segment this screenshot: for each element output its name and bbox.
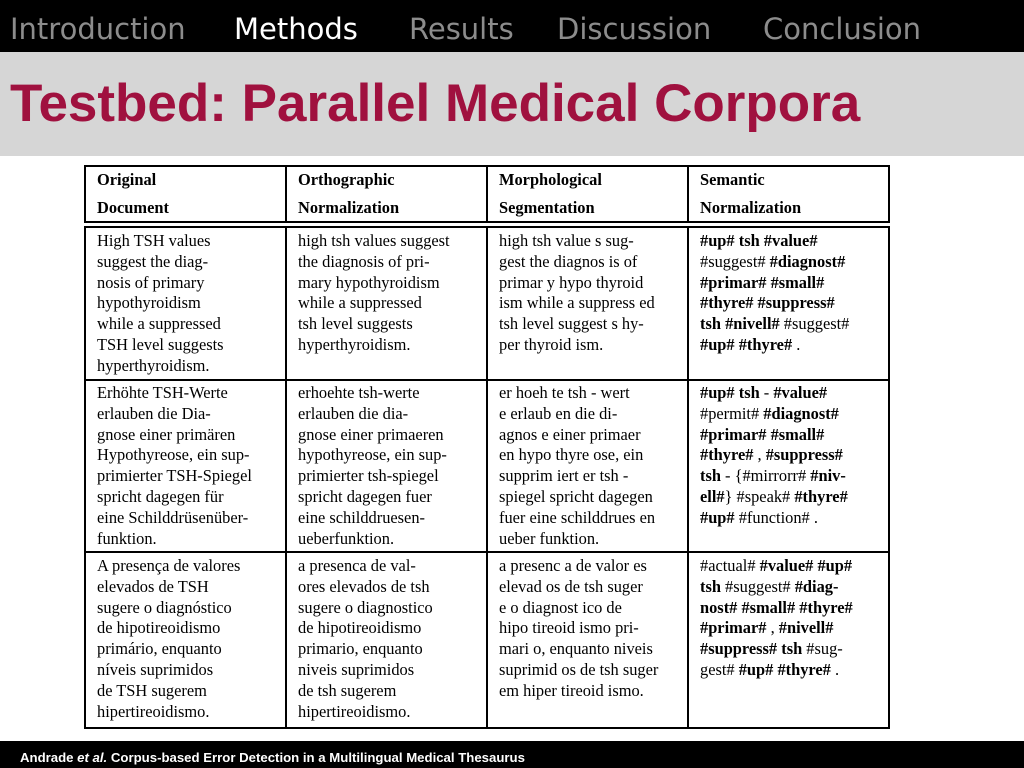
nav-discussion[interactable]: Discussion bbox=[557, 12, 712, 46]
table-rule bbox=[687, 165, 689, 222]
table-rule bbox=[84, 165, 86, 222]
table-cell: #up# tsh - #value# #permit# #diagnost# #primar# #small# #thyre# , #suppress# tsh - {#mirrorr# #niv- ell#} #speak# #thyre# #up# #function# . bbox=[700, 383, 848, 527]
footer-bar bbox=[0, 741, 1024, 768]
table-cell: high tsh value s sug- gest the diagnos is of primar y hypo thyroid ism while a suppress ed tsh level suggest s hy- per thyroid ism. bbox=[499, 231, 655, 354]
table-cell: a presenc a de valor es elevad os de tsh suger e o diagnost ico de hipo tireoid ismo pri- mari o, enquanto niveis suprimid os de tsh suger em hiper tireoid ismo. bbox=[499, 556, 659, 700]
table-rule bbox=[486, 165, 488, 222]
table-rule bbox=[84, 226, 86, 728]
table-rule bbox=[285, 165, 287, 222]
slide-title: Testbed: Parallel Medical Corpora bbox=[10, 74, 861, 133]
table-cell: erhoehte tsh-werte erlauben die dia- gnose einer primaeren hypothyreose, ein sup- primierter tsh-spiegel spricht dagegen fuer eine schilddruesen- ueberfunktion. bbox=[298, 383, 447, 548]
table-cell: Erhöhte TSH-Werte erlauben die Dia- gnose einer primären Hypothyreose, ein sup- primierter TSH-Spiegel spricht dagegen für eine Schilddrüsenüber- funktion. bbox=[97, 383, 252, 548]
column-header: Semantic Normalization bbox=[700, 170, 802, 217]
table-rule bbox=[285, 226, 287, 728]
table-cell: A presença de valores elevados de TSH sugere o diagnóstico de hipotireoidismo primário, enquanto níveis suprimidos de TSH sugerem hipertireoidismo. bbox=[97, 556, 241, 721]
table-rule bbox=[888, 226, 890, 728]
table-cell: high tsh values suggest the diagnosis of pri- mary hypothyroidism while a suppressed tsh level suggests hyperthyroidism. bbox=[298, 231, 450, 354]
citation-author: Andrade bbox=[20, 750, 74, 765]
citation bbox=[20, 749, 525, 767]
nav-conclusion[interactable]: Conclusion bbox=[763, 12, 922, 46]
citation-etal: et al. bbox=[77, 750, 108, 765]
table-cell: #up# tsh #value# #suggest# #diagnost# #primar# #small# #thyre# #suppress# tsh #nivell# #suggest# #up# #thyre# . bbox=[700, 231, 850, 354]
table-rule bbox=[486, 226, 488, 728]
nav-introduction[interactable]: Introduction bbox=[10, 12, 186, 46]
table-cell: a presenca de val- ores elevados de tsh sugere o diagnostico de hipotireoidismo primario, enquanto niveis suprimidos de tsh sugerem hipertireoidismo. bbox=[298, 556, 433, 721]
nav-results[interactable]: Results bbox=[409, 12, 514, 46]
table-rule bbox=[888, 165, 890, 222]
table-rule bbox=[687, 226, 689, 728]
column-header: Original Document bbox=[97, 170, 169, 217]
column-header: Morphological Segmentation bbox=[499, 170, 602, 217]
table-cell: #actual# #value# #up# tsh #suggest# #diag- nost# #small# #thyre# #primar# , #nivell# #suppress# tsh #sug- gest# #up# #thyre# . bbox=[700, 556, 853, 679]
table-cell: er hoeh te tsh - wert e erlaub en die di- agnos e einer primaer en hypo thyre ose, ein supprim iert er tsh - spiegel spricht dagegen fuer eine schilddrues en ueber funktion. bbox=[499, 383, 656, 548]
nav-methods[interactable]: Methods bbox=[234, 12, 358, 46]
table-cell: High TSH values suggest the diag- nosis of primary hypothyroidism while a suppressed TSH level suggests hyperthyroidism. bbox=[97, 231, 224, 375]
column-header: Orthographic Normalization bbox=[298, 170, 400, 217]
citation-paper: Corpus-based Error Detection in a Multilingual Medical Thesaurus bbox=[110, 750, 525, 765]
